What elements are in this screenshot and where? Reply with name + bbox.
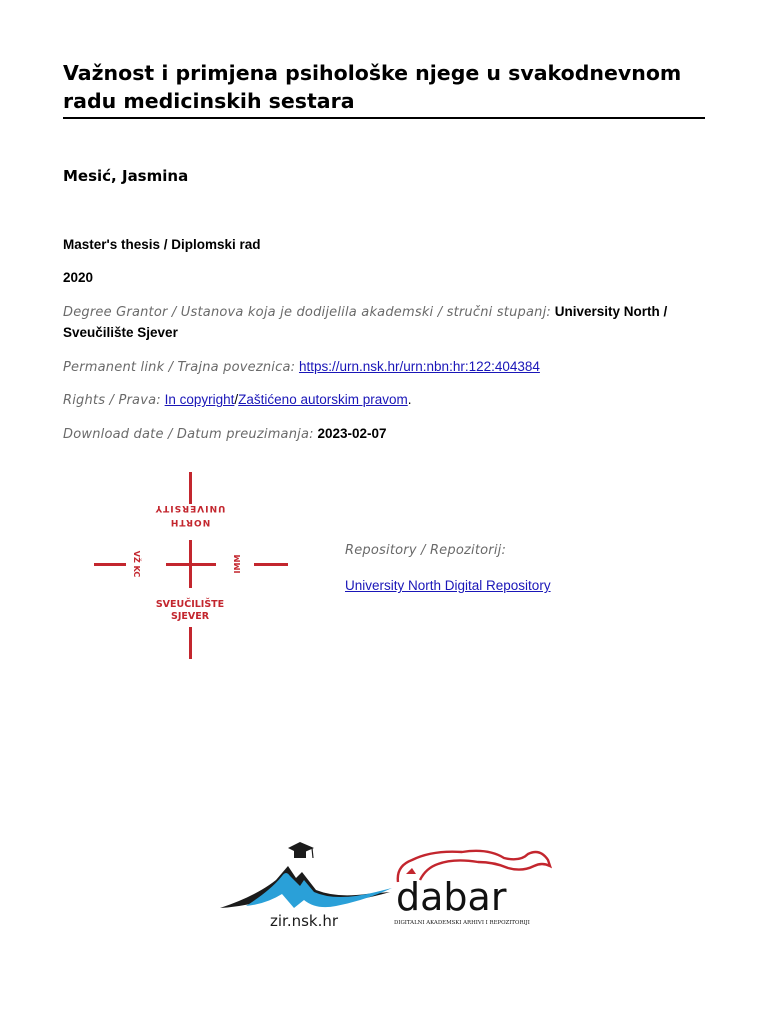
university-north-logo bbox=[90, 472, 290, 662]
degree-grantor-row bbox=[63, 302, 703, 343]
zir-logo-text: zir.nsk.hr bbox=[270, 912, 339, 930]
publication-year: 2020 bbox=[63, 270, 94, 285]
graduation-cap-icon bbox=[288, 842, 314, 858]
permanent-link-row bbox=[63, 357, 703, 378]
dabar-logo bbox=[392, 838, 554, 930]
author-name: Mesić, Jasmina bbox=[63, 167, 189, 185]
beaver-ear-icon bbox=[406, 868, 416, 874]
degree-grantor-label: Degree Grantor / Ustanova koja je dodijelila akademski / stručni stupanj: bbox=[63, 305, 551, 320]
document-title: Važnost i primjena psihološke njege u svakodnevnom radu medicinskih sestara bbox=[63, 61, 682, 113]
rights-separator: / bbox=[234, 392, 239, 407]
rights-link-zasticeno[interactable]: Zaštićeno autorskim pravom bbox=[238, 392, 408, 407]
logo-text-north: NORTH bbox=[169, 517, 211, 527]
logo-text-vzkc: VŽ KC bbox=[132, 550, 141, 578]
permanent-link-label: Permanent link / Trajna poveznica: bbox=[63, 360, 296, 375]
permanent-link-url[interactable]: https://urn.nsk.hr/urn:nbn:hr:122:404384 bbox=[298, 359, 540, 374]
download-date-value: 2023-02-07 bbox=[317, 426, 387, 441]
rights-link-in-copyright[interactable]: In copyright bbox=[164, 392, 235, 407]
logo-text-sveuciliste: SVEUČILIŠTE bbox=[155, 599, 225, 610]
logo-bar-bottom bbox=[189, 627, 192, 659]
degree-grantor-value: University North / Sveučilište Sjever bbox=[63, 304, 668, 340]
zir-logo bbox=[216, 836, 392, 930]
repository-link-row bbox=[345, 576, 551, 596]
logo-bar-left bbox=[94, 563, 126, 566]
logo-text-sjever: SJEVER bbox=[170, 611, 210, 622]
download-date-label: Download date / Datum preuzimanja: bbox=[63, 427, 314, 442]
thesis-type: Master's thesis / Diplomski rad bbox=[63, 237, 261, 252]
rights-row bbox=[63, 390, 703, 411]
logo-text-imm: IMM bbox=[233, 554, 242, 574]
mountain-blue-icon bbox=[246, 873, 392, 908]
dabar-logo-subtitle: DIGITALNI AKADEMSKI ARHIVI I REPOZITORIJI bbox=[394, 920, 530, 926]
logo-cross-horizontal bbox=[166, 563, 216, 566]
rights-trail: . bbox=[407, 392, 412, 407]
logo-text-university: UNIVERSITY bbox=[154, 503, 226, 513]
logo-bar-right bbox=[254, 563, 288, 566]
repository-label-row bbox=[345, 540, 506, 561]
logo-bar-top bbox=[189, 472, 192, 504]
title-divider bbox=[63, 117, 705, 119]
repository-link[interactable]: University North Digital Repository bbox=[345, 578, 551, 593]
download-date-row bbox=[63, 424, 703, 445]
dabar-logo-text: dabar bbox=[396, 875, 507, 919]
rights-label: Rights / Prava: bbox=[63, 393, 161, 408]
repository-label: Repository / Repozitorij: bbox=[345, 543, 507, 558]
